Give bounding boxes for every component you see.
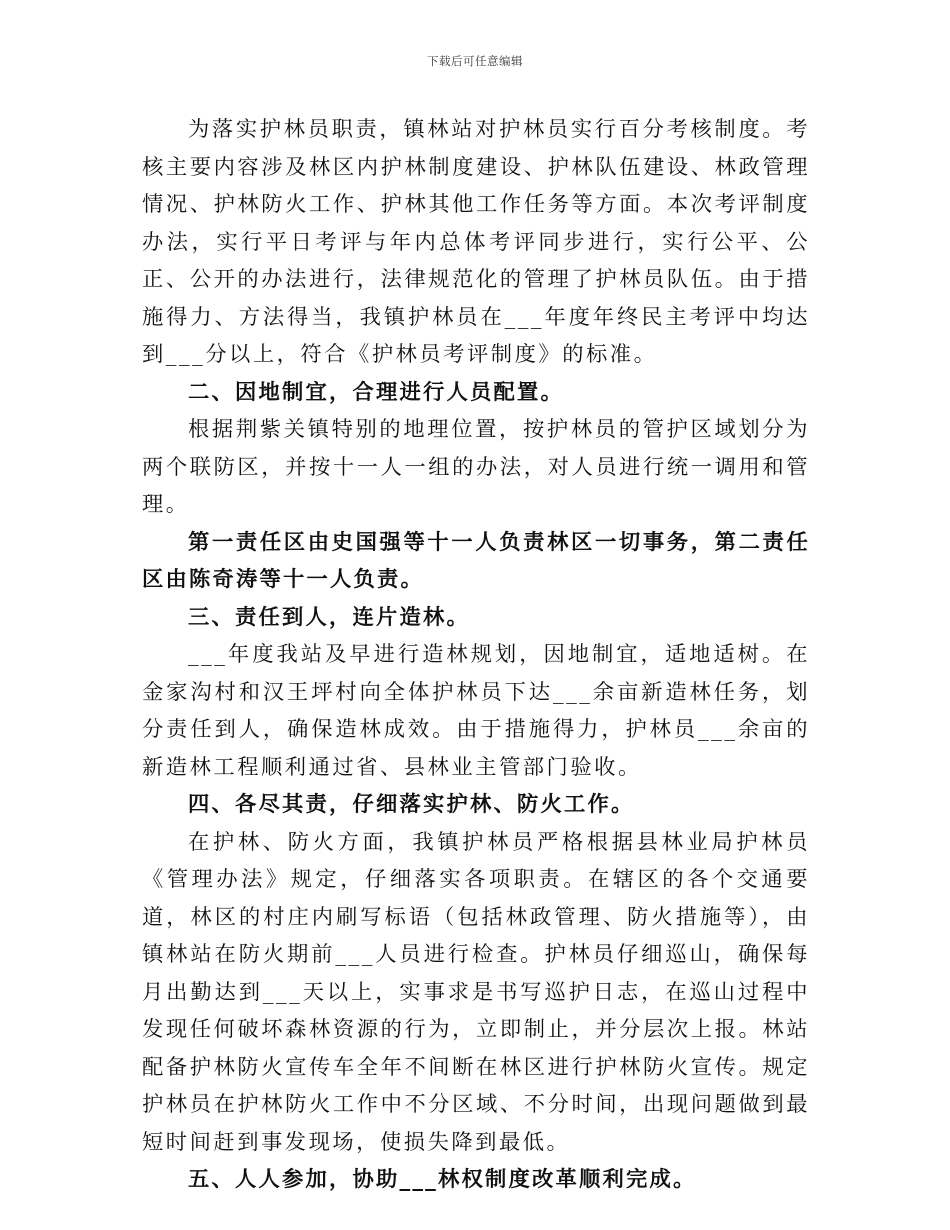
paragraph-afforestation: ___年度我站及早进行造林规划，因地制宜，适地适树。在金家沟村和汉王坪村向全体护林员下达___余亩新造林任务，划分责任到人，确保造林成效。由于措施得力，护林员___余亩的新造林工程顺利通过省、县林业主管部门验收。 [142, 642, 810, 780]
page-header: 下载后可任意编辑 [427, 54, 523, 68]
section-heading-5: 五、人人参加，协助___林权制度改革顺利完成。 [188, 1167, 697, 1192]
document-body [142, 111, 810, 1199]
paragraph-fire-prevention: 在护林、防火方面，我镇护林员严格根据县林业局护林员《管理办法》规定，仔细落实各项职责。在辖区的各个交通要道，林区的村庄内刷写标语（包括林政管理、防火措施等），由镇林站在防火期前___人员进行检查。护林员仔细巡山，确保每月出勤达到___天以上，实事求是书写巡护日志，在巡山过程中发现任何破坏森林资源的行为，立即制止，并分层次上报。林站配备护林防火宣传车全年不间断在林区进行护林防火宣传。规定护林员在护林防火工作中不分区域、不分时间，出现问题做到最短时间赶到事发现场，使损失降到最低。 [142, 829, 810, 1155]
paragraph-assessment-system: 为落实护林员职责，镇林站对护林员实行百分考核制度。考核主要内容涉及林区内护林制度建设、护林队伍建设、林政管理情况、护林防火工作、护林其他工作任务等方面。本次考评制度办法，实行平日考评与年内总体考评同步进行，实行公平、公正、公开的办法进行，法律规范化的管理了护林员队伍。由于措施得力、方法得当，我镇护林员在___年度年终民主考评中均达到___分以上，符合《护林员考评制度》的标准。 [142, 117, 810, 367]
paragraph-staff-allocation: 根据荆紫关镇特别的地理位置，按护林员的管护区域划分为两个联防区，并按十一人一组的办法，对人员进行统一调用和管理。 [142, 417, 810, 517]
section-heading-3: 三、责任到人，连片造林。 [188, 604, 470, 630]
section-heading-2: 二、因地制宜，合理进行人员配置。 [188, 379, 564, 405]
paragraph-responsibility-zones: 第一责任区由史国强等十一人负责林区一切事务，第二责任区由陈奇涛等十一人负责。 [142, 529, 810, 592]
section-heading-4: 四、各尽其责，仔细落实护林、防火工作。 [188, 792, 635, 817]
